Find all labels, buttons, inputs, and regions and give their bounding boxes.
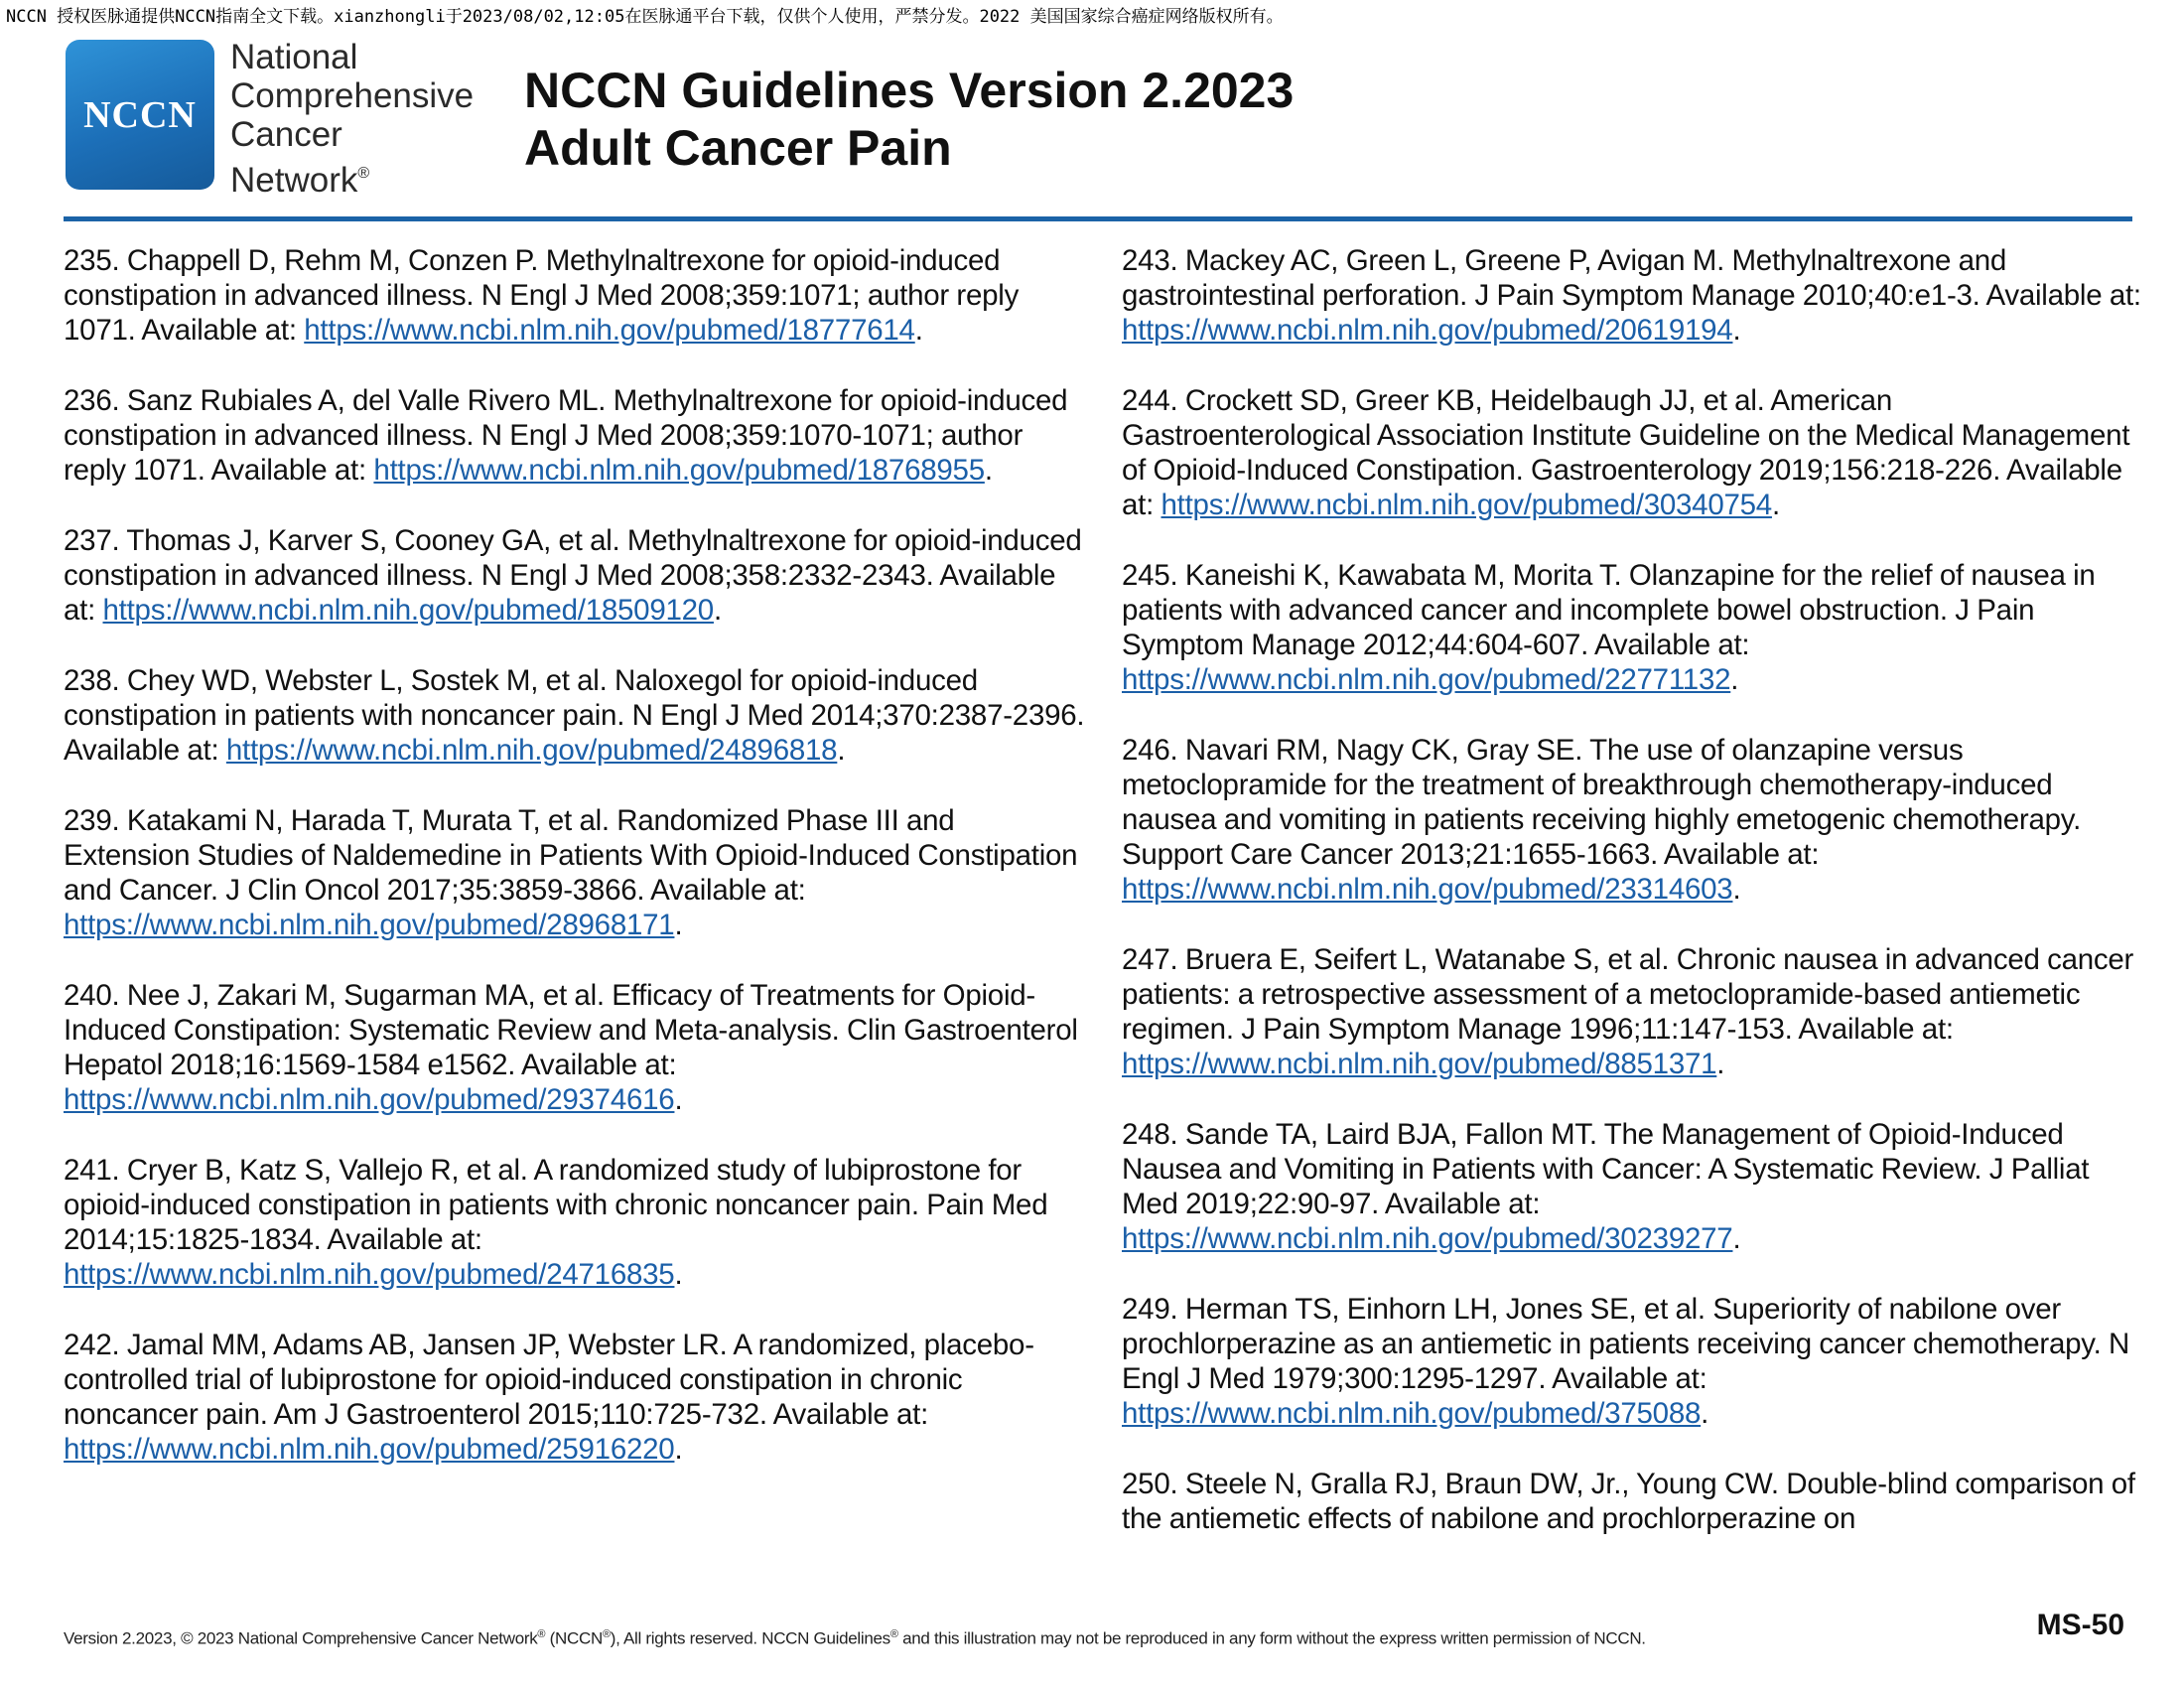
reference-entry xyxy=(1122,1467,2144,1536)
references-column-left xyxy=(64,243,1086,1502)
org-name-line: Cancer xyxy=(230,115,342,154)
reference-entry xyxy=(1122,558,2144,697)
reference-end: . xyxy=(674,1258,683,1291)
reference-text: 242. Jamal MM, Adams AB, Jansen JP, Webster LR. A randomized, placebo-controlled trial of lubiprostone for opioid-induced constipation in chronic noncancer pain. Am J Gastroenterol 2015;110:725-732. Available at: xyxy=(64,1329,1034,1431)
organization-name xyxy=(230,38,474,200)
page-title xyxy=(524,62,1294,177)
guideline-topic-title: Adult Cancer Pain xyxy=(524,120,952,176)
reference-text: 246. Navari RM, Nagy CK, Gray SE. The use of olanzapine versus metoclopramide for the treatment of breakthrough chemotherapy-induced nausea and vomiting in patients receiving highly emetogenic chemotherapy. Support Care Cancer 2013;21:1655-1663. Available at: xyxy=(1122,734,2082,871)
pubmed-link[interactable]: https://www.ncbi.nlm.nih.gov/pubmed/24896818 xyxy=(225,734,838,767)
reference-entry xyxy=(64,383,1086,488)
reference-end: . xyxy=(1716,1048,1725,1080)
reference-entry xyxy=(64,978,1086,1117)
download-watermark: NCCN 授权医脉通提供NCCN指南全文下载。xianzhongli于2023/08/02,12:05在医脉通平台下载，仅供个人使用，严禁分发。2022 美国国家综合癌症网络版权所有。 xyxy=(6,7,1284,27)
reference-text: 240. Nee J, Zakari M, Sugarman MA, et al. Efficacy of Treatments for Opioid-Induced Constipation: Systematic Review and Meta-analysis. Clin Gastroenterol Hepatol 2018;16:1569-1584 e1562. Available at: xyxy=(64,979,1078,1081)
reference-text: 250. Steele N, Gralla RJ, Braun DW, Jr., Young CW. Double-blind comparison of the antiemetic effects of nabilone and prochlorperazine on xyxy=(1122,1468,2135,1535)
reference-text: 244. Crockett SD, Greer KB, Heidelbaugh JJ, et al. American Gastroenterological Association Institute Guideline on the Medical Management of Opioid-Induced Constipation. Gastroenterology 2019;156:218-226. Available at: xyxy=(1122,384,2130,521)
reference-text: 236. Sanz Rubiales A, del Valle Rivero ML. Methylnaltrexone for opioid-induced constipation in advanced illness. N Engl J Med 2008;359:1070-1071; author reply 1071. Available at: xyxy=(64,384,1068,487)
reference-text: 237. Thomas J, Karver S, Cooney GA, et al. Methylnaltrexone for opioid-induced constipation in advanced illness. N Engl J Med 2008;358:2332-2343. Available at: xyxy=(64,524,1082,627)
pubmed-link[interactable]: https://www.ncbi.nlm.nih.gov/pubmed/24716835 xyxy=(64,1258,675,1291)
reference-end: . xyxy=(713,594,722,627)
nccn-logo xyxy=(66,40,214,190)
reference-text: 245. Kaneishi K, Kawabata M, Morita T. Olanzapine for the relief of nausea in patients with advanced cancer and incomplete bowel obstruction. J Pain Symptom Manage 2012;44:604-607. Available at: xyxy=(1122,559,2096,661)
reference-entry xyxy=(64,243,1086,348)
header-divider xyxy=(64,216,2132,221)
guideline-version-title: NCCN Guidelines Version 2.2023 xyxy=(524,63,1295,118)
reference-entry xyxy=(1122,733,2144,907)
reference-end: . xyxy=(914,314,923,347)
reference-text: 241. Cryer B, Katz S, Vallejo R, et al. A randomized study of lubiprostone for opioid-induced constipation in patients with chronic noncancer pain. Pain Med 2014;15:1825-1834. Available at: xyxy=(64,1154,1048,1256)
reference-end: . xyxy=(1732,314,1741,347)
reference-entry xyxy=(64,803,1086,942)
reference-entry xyxy=(1122,942,2144,1081)
logo-text: NCCN xyxy=(83,93,197,136)
reference-entry xyxy=(64,663,1086,768)
pubmed-link[interactable]: https://www.ncbi.nlm.nih.gov/pubmed/18509120 xyxy=(102,594,714,627)
reference-end: . xyxy=(984,454,993,487)
org-name-line: National xyxy=(230,38,358,76)
reference-entry xyxy=(64,523,1086,628)
pubmed-link[interactable]: https://www.ncbi.nlm.nih.gov/pubmed/25916220 xyxy=(64,1433,675,1466)
pubmed-link[interactable]: https://www.ncbi.nlm.nih.gov/pubmed/30340754 xyxy=(1160,489,1772,521)
reference-text: 238. Chey WD, Webster L, Sostek M, et al. Naloxegol for opioid-induced constipation in patients with noncancer pain. N Engl J Med 2014;370:2387-2396. Available at: xyxy=(64,664,1085,767)
reference-text: 243. Mackey AC, Green L, Greene P, Avigan M. Methylnaltrexone and gastrointestinal perforation. J Pain Symptom Manage 2010;40:e1-3. Available at: xyxy=(1122,244,2141,312)
reference-text: 235. Chappell D, Rehm M, Conzen P. Methylnaltrexone for opioid-induced constipation in advanced illness. N Engl J Med 2008;359:1071; author reply 1071. Available at: xyxy=(64,244,1020,347)
pubmed-link[interactable]: https://www.ncbi.nlm.nih.gov/pubmed/30239277 xyxy=(1122,1222,1733,1255)
pubmed-link[interactable]: https://www.ncbi.nlm.nih.gov/pubmed/28968171 xyxy=(64,909,675,941)
reference-entry xyxy=(64,1153,1086,1292)
reference-entry xyxy=(1122,243,2144,348)
reference-end: . xyxy=(674,909,683,941)
copyright-footer: Version 2.2023, © 2023 National Comprehensive Cancer Network® (NCCN®), All rights reserved. NCCN Guidelines® and this illustration may not be reproduced in any form without the express written permission of NCCN. xyxy=(64,1628,1646,1648)
reference-entry xyxy=(1122,383,2144,522)
reference-end: . xyxy=(1701,1397,1709,1430)
reference-end: . xyxy=(1730,663,1739,696)
reference-end: . xyxy=(674,1433,683,1466)
reference-end: . xyxy=(1732,873,1741,906)
pubmed-link[interactable]: https://www.ncbi.nlm.nih.gov/pubmed/18768955 xyxy=(373,454,985,487)
page-number: MS-50 xyxy=(2036,1609,2124,1641)
org-name-line: Comprehensive xyxy=(230,76,475,115)
org-name-line: Network® xyxy=(230,161,370,200)
reference-end: . xyxy=(674,1083,683,1116)
reference-text: 248. Sande TA, Laird BJA, Fallon MT. The Management of Opioid-Induced Nausea and Vomiting in Patients with Cancer: A Systematic Review. J Palliat Med 2019;22:90-97. Available at: xyxy=(1122,1118,2090,1220)
reference-entry xyxy=(64,1328,1086,1467)
pubmed-link[interactable]: https://www.ncbi.nlm.nih.gov/pubmed/375088 xyxy=(1122,1397,1702,1430)
reference-text: 247. Bruera E, Seifert L, Watanabe S, et al. Chronic nausea in advanced cancer patients: a retrospective assessment of a metoclopramide-based antiemetic regimen. J Pain Symptom Manage 1996;11:147-153. Available at: xyxy=(1122,943,2134,1046)
registered-mark: ® xyxy=(357,165,370,182)
pubmed-link[interactable]: https://www.ncbi.nlm.nih.gov/pubmed/29374616 xyxy=(64,1083,675,1116)
pubmed-link[interactable]: https://www.ncbi.nlm.nih.gov/pubmed/18777614 xyxy=(304,314,915,347)
reference-end: . xyxy=(1771,489,1780,521)
references-column-right xyxy=(1122,243,2144,1572)
pubmed-link[interactable]: https://www.ncbi.nlm.nih.gov/pubmed/20619194 xyxy=(1122,314,1733,347)
reference-end: . xyxy=(837,734,846,767)
reference-text: 249. Herman TS, Einhorn LH, Jones SE, et al. Superiority of nabilone over prochlorperazine as an antiemetic in patients receiving cancer chemotherapy. N Engl J Med 1979;300:1295-1297. Available at: xyxy=(1122,1293,2130,1395)
pubmed-link[interactable]: https://www.ncbi.nlm.nih.gov/pubmed/23314603 xyxy=(1122,873,1733,906)
reference-entry xyxy=(1122,1117,2144,1256)
pubmed-link[interactable]: https://www.ncbi.nlm.nih.gov/pubmed/8851371 xyxy=(1122,1048,1717,1080)
pubmed-link[interactable]: https://www.ncbi.nlm.nih.gov/pubmed/22771132 xyxy=(1122,663,1731,696)
reference-end: . xyxy=(1732,1222,1741,1255)
reference-text: 239. Katakami N, Harada T, Murata T, et al. Randomized Phase III and Extension Studies of Naldemedine in Patients With Opioid-Induced Constipation and Cancer. J Clin Oncol 2017;35:3859-3866. Available at: xyxy=(64,804,1078,907)
reference-entry xyxy=(1122,1292,2144,1431)
